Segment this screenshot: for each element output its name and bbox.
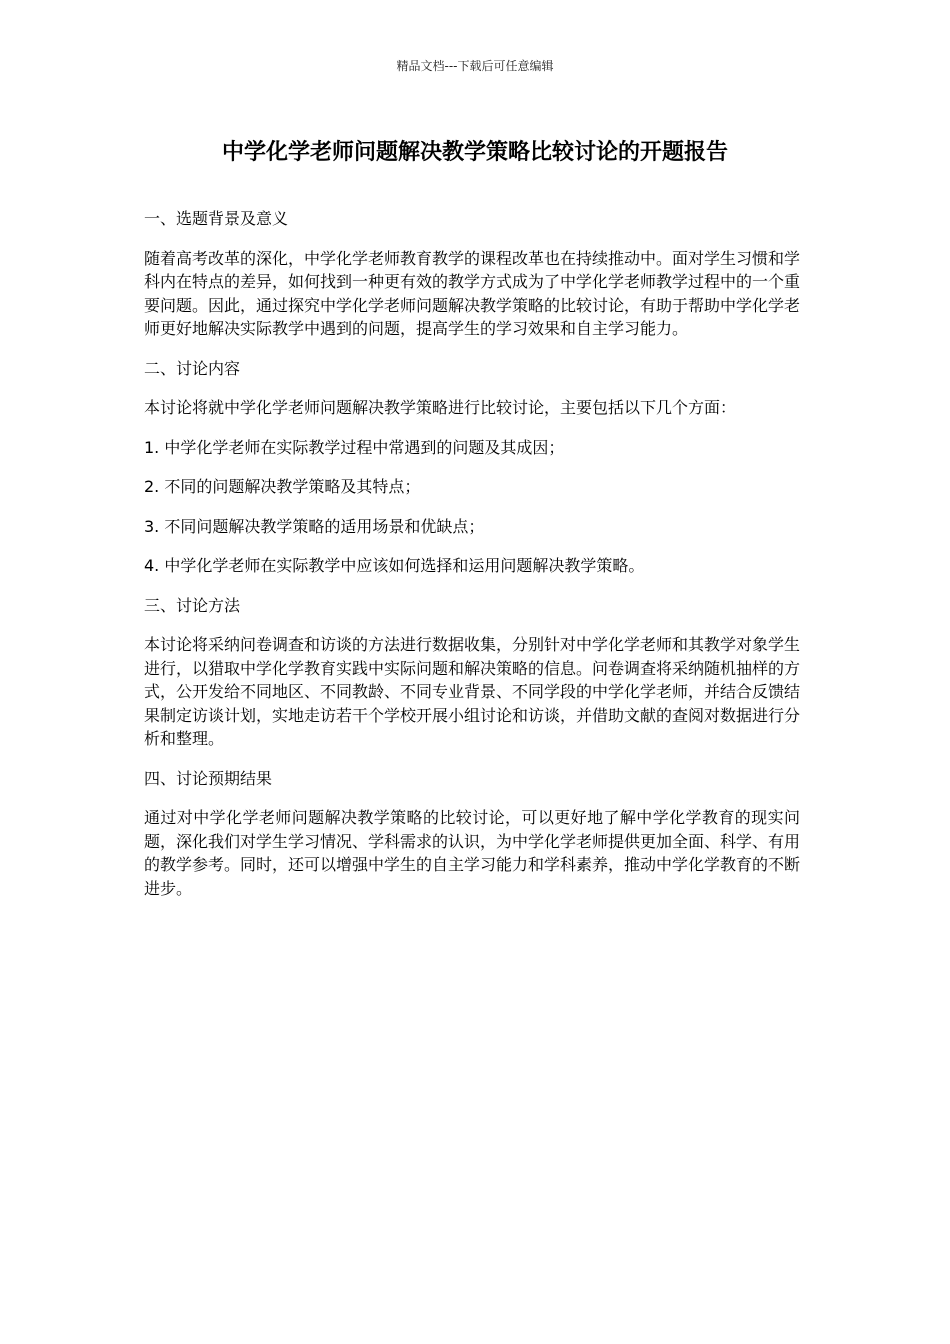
section-heading-expected-results: 四、讨论预期结果 [144,768,273,788]
document-title: 中学化学老师问题解决教学策略比较讨论的开题报告 [221,140,728,165]
paragraph-expected-results: 通过对中学化学老师问题解决教学策略的比较讨论，可以更好地了解中学化学教育的现实问题，深化我们对学生学习情况、学科需求的认识，为中学化学老师提供更加全面、科学、有用的教学参考。同时，还可以增强中学生的自主学习能力和学科素养，推动中学化学教育的不断进步。 [144,808,801,898]
section-heading-background: 一、选题背景及意义 [144,209,289,228]
paragraph-content-intro: 本讨论将就中学化学老师问题解决教学策略进行比较讨论，主要包括以下几个方面： [144,398,737,417]
list-item-2: 2. 不同的问题解决教学策略及其特点； [144,477,421,496]
section-heading-method: 三、讨论方法 [144,595,241,615]
list-item-3: 3. 不同问题解决教学策略的适用场景和优缺点； [144,516,485,536]
document-body [144,207,800,916]
list-item-1: 1. 中学化学老师在实际教学过程中常遇到的问题及其成因； [144,437,565,457]
paragraph-background: 随着高考改革的深化，中学化学老师教育教学的课程改革也在持续推动中。面对学生习惯和学科内在特点的差异，如何找到一种更有效的教学方式成为了中学化学老师教学过程中的一个重要问题。因此，通过探究中学化学老师问题解决教学策略的比较讨论，有助于帮助中学化学老师更好地解决实际教学中遇到的问题，提高学生的学习效果和自主学习能力。 [144,248,801,338]
paragraph-method: 本讨论将采纳问卷调查和访谈的方法进行数据收集，分别针对中学化学老师和其教学对象学生进行，以猎取中学化学教育实践中实际问题和解决策略的信息。问卷调查将采纳随机抽样的方式，公开发给不同地区、不同教龄、不同专业背景、不同学段的中学化学老师，并结合反馈结果制定访谈计划，实地走访若干个学校开展小组讨论和访谈，并借助文献的查阅对数据进行分析和整理。 [144,635,801,748]
header-note: 精品文档---下载后可任意编辑 [396,59,554,73]
section-heading-content: 二、讨论内容 [144,358,241,378]
list-item-4: 4. 中学化学老师在实际教学中应该如何选择和运用问题解决教学策略。 [144,556,645,575]
